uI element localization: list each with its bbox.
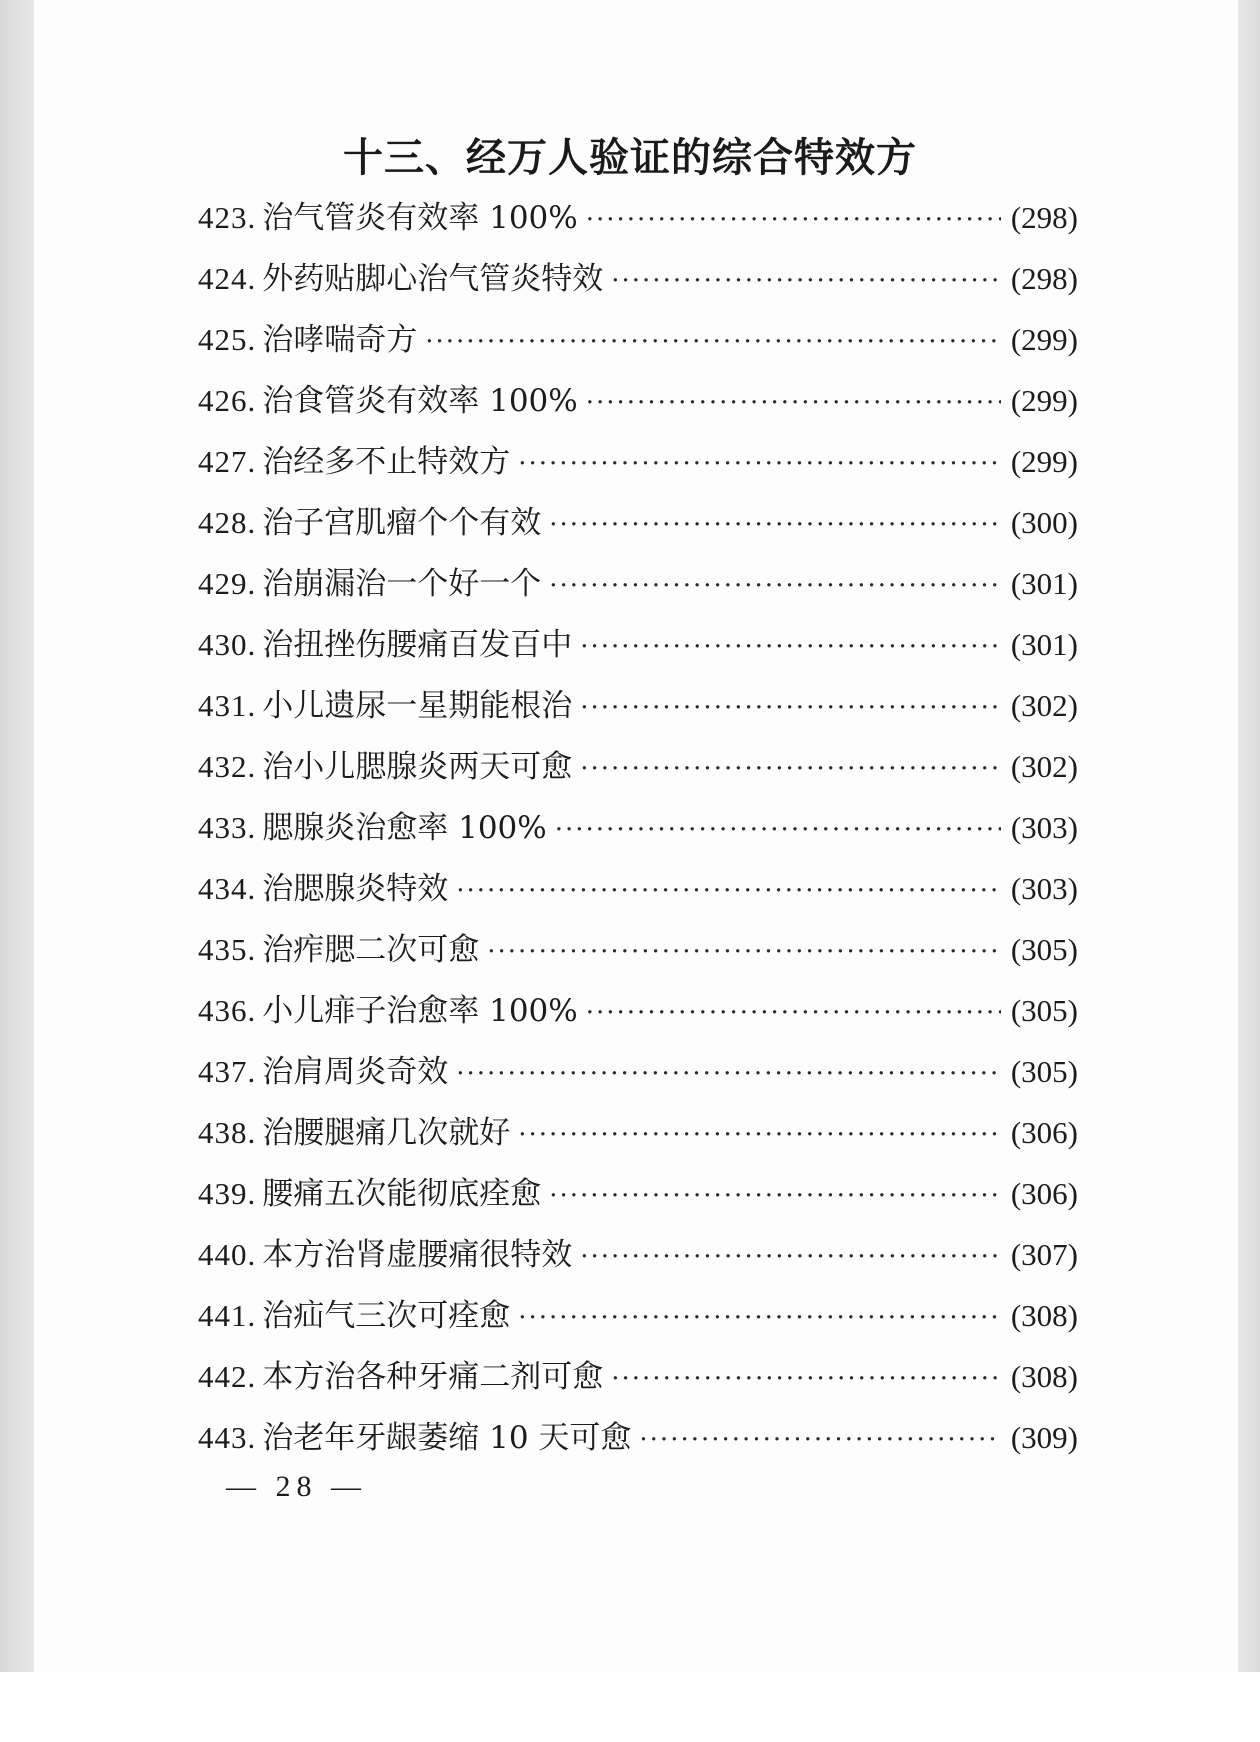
entry-number: 441. [198,1298,257,1333]
entry-number: 436. [198,993,257,1028]
dot-leader [586,998,1001,1028]
toc-entry[interactable] [198,863,1078,924]
dot-leader [549,1181,1001,1211]
entry-title: 外药贴脚心治气管炎特效 [262,261,604,297]
toc-entry[interactable] [198,924,1078,985]
entry-title: 本方治各种牙痛二剂可愈 [262,1359,604,1395]
entry-title: 小儿遗尿一星期能根治 [262,688,573,724]
entry-number: 432. [198,749,257,784]
toc-entry[interactable] [198,1107,1078,1168]
entry-number: 435. [198,932,257,967]
toc-entry[interactable] [198,314,1078,375]
dot-leader [487,937,1001,967]
entry-title: 治崩漏治一个好一个 [262,566,542,602]
entry-number: 434. [198,871,257,906]
entry-title: 治腮腺炎特效 [262,871,449,907]
toc-entry[interactable] [198,741,1078,802]
entry-title: 治疝气三次可痊愈 [262,1298,511,1334]
toc-entry[interactable] [198,619,1078,680]
entry-number: 437. [198,1054,257,1089]
dot-leader [518,1120,1001,1150]
table-of-contents [198,192,1078,1473]
dot-leader [549,510,1001,540]
entry-number: 427. [198,444,257,479]
entry-number: 440. [198,1237,257,1272]
entry-number: 428. [198,505,257,540]
entry-title: 治痄腮二次可愈 [262,932,480,968]
dot-leader [586,205,1001,235]
entry-page-ref: (305) [1010,1054,1078,1089]
entry-title: 腰痛五次能彻底痊愈 [262,1176,542,1212]
entry-page-ref: (306) [1010,1176,1078,1211]
entry-page-ref: (299) [1010,444,1078,479]
toc-entry[interactable] [198,192,1078,253]
entry-number: 430. [198,627,257,662]
toc-entry[interactable] [198,253,1078,314]
entry-page-ref: (302) [1010,749,1078,784]
dot-leader [580,632,1001,662]
toc-entry[interactable] [198,558,1078,619]
toc-entry[interactable] [198,1046,1078,1107]
entry-number: 431. [198,688,257,723]
entry-page-ref: (309) [1010,1420,1078,1455]
toc-entry[interactable] [198,375,1078,436]
entry-title: 小儿痱子治愈率 100% [262,993,578,1029]
entry-title: 治小儿腮腺炎两天可愈 [262,749,573,785]
entry-page-ref: (305) [1010,932,1078,967]
entry-page-ref: (302) [1010,688,1078,723]
entry-page-ref: (306) [1010,1115,1078,1150]
entry-title: 本方治肾虚腰痛很特效 [262,1237,573,1273]
entry-page-ref: (307) [1010,1237,1078,1272]
dot-leader [580,754,1001,784]
dot-leader [639,1425,1000,1455]
dot-leader [425,327,1001,357]
dot-leader [611,266,1001,296]
entry-page-ref: (299) [1010,383,1078,418]
page-number: — 28 — [226,1470,367,1503]
entry-number: 424. [198,261,257,296]
page-left-shadow [0,0,34,1672]
entry-title: 治老年牙龈萎缩 10 天可愈 [262,1420,632,1456]
toc-entry[interactable] [198,1351,1078,1412]
entry-number: 438. [198,1115,257,1150]
page-right-shadow [1238,0,1260,1672]
entry-page-ref: (308) [1010,1298,1078,1333]
page-bottom-margin [0,1672,1260,1742]
dot-leader [611,1364,1001,1394]
entry-number: 426. [198,383,257,418]
entry-title: 腮腺炎治愈率 100% [262,810,547,846]
toc-entry[interactable] [198,680,1078,741]
entry-page-ref: (299) [1010,322,1078,357]
entry-title: 治肩周炎奇效 [262,1054,449,1090]
entry-page-ref: (308) [1010,1359,1078,1394]
entry-title: 治哮喘奇方 [262,322,418,358]
dot-leader [549,571,1001,601]
entry-page-ref: (301) [1010,627,1078,662]
entry-number: 429. [198,566,257,601]
entry-number: 425. [198,322,257,357]
entry-page-ref: (298) [1010,261,1078,296]
toc-entry[interactable] [198,1168,1078,1229]
section-title: 十三、经万人验证的综合特效方 [343,134,917,181]
entry-page-ref: (298) [1010,200,1078,235]
entry-title: 治食管炎有效率 100% [262,383,578,419]
dot-leader [555,815,1001,845]
dot-leader [586,388,1001,418]
toc-entry[interactable] [198,1412,1078,1473]
entry-title: 治气管炎有效率 100% [262,200,578,236]
toc-entry[interactable] [198,802,1078,863]
dot-leader [518,1303,1001,1333]
entry-title: 治子宫肌瘤个个有效 [262,505,542,541]
toc-entry[interactable] [198,1290,1078,1351]
toc-entry[interactable] [198,497,1078,558]
dot-leader [580,693,1001,723]
toc-entry[interactable] [198,1229,1078,1290]
entry-page-ref: (300) [1010,505,1078,540]
entry-page-ref: (303) [1010,810,1078,845]
dot-leader [456,1059,1001,1089]
entry-title: 治扭挫伤腰痛百发百中 [262,627,573,663]
entry-number: 443. [198,1420,257,1455]
entry-title: 治经多不止特效方 [262,444,511,480]
entry-page-ref: (301) [1010,566,1078,601]
entry-page-ref: (305) [1010,993,1078,1028]
toc-entry[interactable] [198,436,1078,497]
entry-title: 治腰腿痛几次就好 [262,1115,511,1151]
toc-entry[interactable] [198,985,1078,1046]
dot-leader [580,1242,1001,1272]
dot-leader [456,876,1001,906]
entry-number: 423. [198,200,257,235]
entry-number: 442. [198,1359,257,1394]
dot-leader [518,449,1001,479]
entry-number: 433. [198,810,257,845]
entry-number: 439. [198,1176,257,1211]
entry-page-ref: (303) [1010,871,1078,906]
